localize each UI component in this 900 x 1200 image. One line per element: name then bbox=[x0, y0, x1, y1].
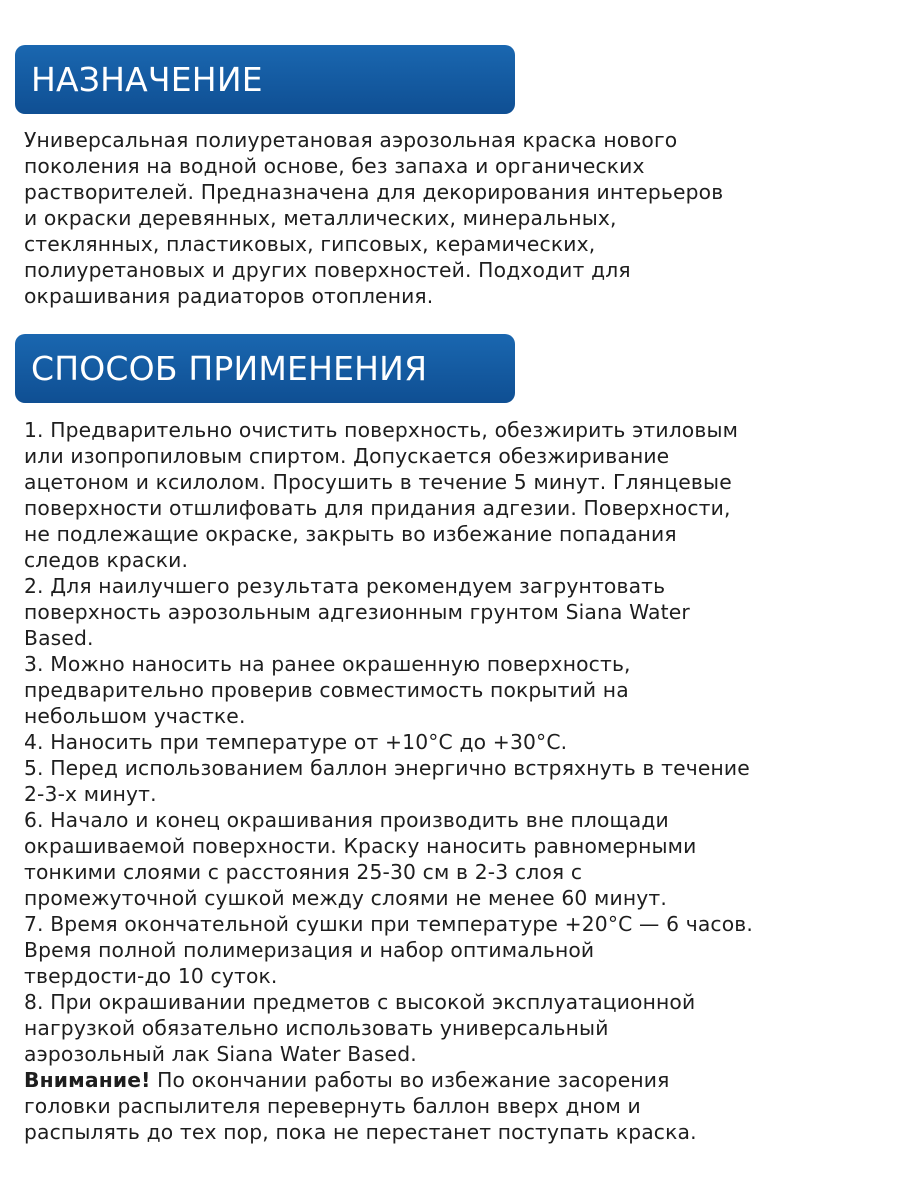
instruction-line: 5. Перед использованием баллон энергично встряхнуть в течение bbox=[24, 756, 750, 780]
warning-label: Внимание! bbox=[24, 1068, 151, 1092]
method-section-header bbox=[15, 334, 515, 403]
purpose-description bbox=[24, 127, 884, 309]
method-section-title: СПОСОБ ПРИМЕНЕНИЯ bbox=[31, 349, 428, 388]
instruction-line: следов краски. bbox=[24, 548, 189, 572]
instruction-line: промежуточной сушкой между слоями не менее 60 минут. bbox=[24, 886, 667, 910]
instruction-line: тонкими слоями с расстояния 25-30 см в 2-3 слоя с bbox=[24, 860, 583, 884]
warning-line bbox=[24, 1067, 884, 1093]
instruction-line: поверхность аэрозольным адгезионным грунтом Siana Water bbox=[24, 600, 690, 624]
instruction-line: 3. Можно наносить на ранее окрашенную поверхность, bbox=[24, 652, 631, 676]
instruction-line: Based. bbox=[24, 626, 94, 650]
instruction-line: 6. Начало и конец окрашивания производить вне площади bbox=[24, 808, 669, 832]
instruction-line: ацетоном и ксилолом. Просушить в течение 5 минут. Глянцевые bbox=[24, 470, 732, 494]
purpose-line: растворителей. Предназначена для декорирования интерьеров bbox=[24, 180, 724, 204]
instruction-line: окрашиваемой поверхности. Краску наносить равномерными bbox=[24, 834, 697, 858]
instruction-line: не подлежащие окраске, закрыть во избежание попадания bbox=[24, 522, 677, 546]
warning-line: распылять до тех пор, пока не перестанет поступать краска. bbox=[24, 1120, 697, 1144]
instruction-line: предварительно проверив совместимость покрытий на bbox=[24, 678, 629, 702]
instruction-line: Время полной полимеризация и набор оптимальной bbox=[24, 938, 595, 962]
method-instructions bbox=[24, 417, 884, 1145]
purpose-line: стеклянных, пластиковых, гипсовых, керамических, bbox=[24, 232, 596, 256]
instruction-line: 1. Предварительно очистить поверхность, обезжирить этиловым bbox=[24, 418, 739, 442]
instruction-line: 4. Наносить при температуре от +10°С до +30°С. bbox=[24, 730, 568, 754]
purpose-line: Универсальная полиуретановая аэрозольная краска нового bbox=[24, 128, 678, 152]
instruction-line: или изопропиловым спиртом. Допускается обезжиривание bbox=[24, 444, 670, 468]
instruction-line: 2-3-х минут. bbox=[24, 782, 157, 806]
instruction-line: твердости-до 10 суток. bbox=[24, 964, 278, 988]
instruction-line: небольшом участке. bbox=[24, 704, 246, 728]
purpose-section-title: НАЗНАЧЕНИЕ bbox=[31, 60, 263, 99]
instruction-line: 2. Для наилучшего результата рекомендуем загрунтовать bbox=[24, 574, 666, 598]
instruction-line: 7. Время окончательной сушки при температуре +20°С — 6 часов. bbox=[24, 912, 753, 936]
purpose-line: полиуретановых и других поверхностей. Подходит для bbox=[24, 258, 631, 282]
instruction-line: аэрозольный лак Siana Water Based. bbox=[24, 1042, 417, 1066]
purpose-line: поколения на водной основе, без запаха и органических bbox=[24, 154, 645, 178]
instruction-line: 8. При окрашивании предметов с высокой эксплуатационной bbox=[24, 990, 696, 1014]
purpose-section-header bbox=[15, 45, 515, 114]
purpose-line: окрашивания радиаторов отопления. bbox=[24, 284, 434, 308]
warning-line: головки распылителя перевернуть баллон вверх дном и bbox=[24, 1094, 641, 1118]
warning-text: По окончании работы во избежание засорения bbox=[150, 1068, 670, 1092]
purpose-line: и окраски деревянных, металлических, минеральных, bbox=[24, 206, 617, 230]
instruction-line: нагрузкой обязательно использовать универсальный bbox=[24, 1016, 609, 1040]
instruction-line: поверхности отшлифовать для придания адгезии. Поверхности, bbox=[24, 496, 731, 520]
